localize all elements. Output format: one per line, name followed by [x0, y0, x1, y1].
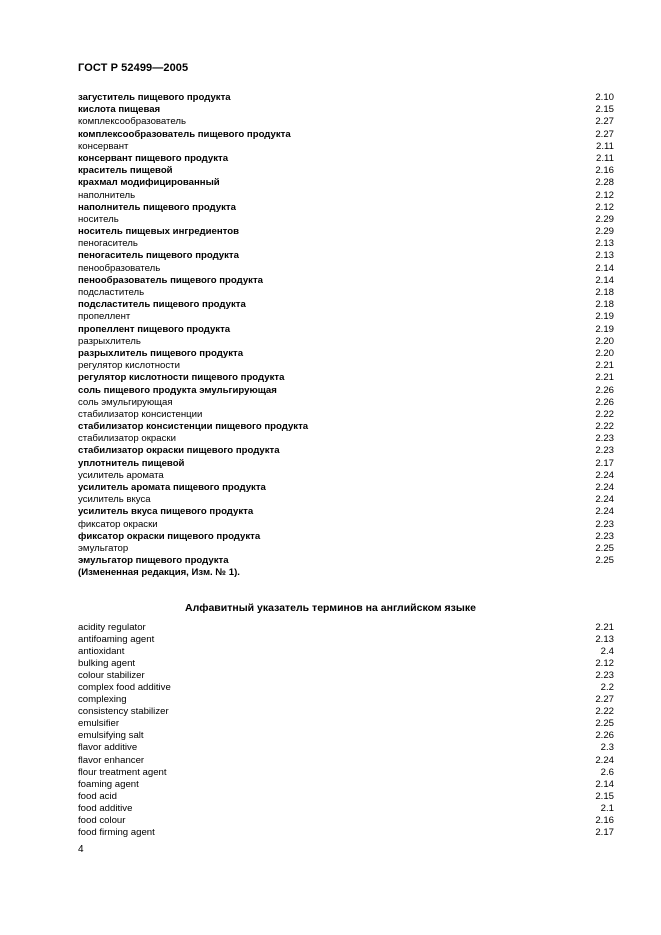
index-reference: 2.26: [595, 730, 614, 742]
index-reference: 2.24: [595, 469, 614, 481]
index-term: пеногаситель пищевого продукта: [78, 250, 239, 262]
index-term: эмульгатор пищевого продукта: [78, 555, 229, 567]
index-entry: [78, 694, 614, 706]
index-term: пропеллент: [78, 311, 131, 323]
index-reference: 2.28: [595, 177, 614, 189]
index-term: complexing: [78, 694, 127, 706]
index-term: разрыхлитель: [78, 335, 141, 347]
index-reference: 2.29: [595, 226, 614, 238]
index-entry: [78, 706, 614, 718]
index-entry: [78, 226, 614, 238]
index-term: пенообразователь пищевого продукта: [78, 274, 263, 286]
index-entry: [78, 372, 614, 384]
index-term: стабилизатор окраски пищевого продукта: [78, 445, 280, 457]
english-index-title: Алфавитный указатель терминов на английском языке: [185, 602, 476, 614]
index-entry: [78, 311, 614, 323]
index-reference: 2.16: [595, 814, 614, 826]
index-entry: [78, 482, 614, 494]
index-reference: 2.11: [596, 140, 614, 152]
index-reference: 2.24: [595, 482, 614, 493]
index-entry: [78, 622, 614, 634]
index-reference: 2.23: [595, 433, 614, 445]
index-reference: 2.2: [600, 682, 614, 694]
index-reference: 2.19: [595, 323, 614, 335]
index-term: усилитель вкуса: [78, 494, 151, 506]
index-entry: [78, 634, 614, 646]
index-entry: [78, 682, 614, 694]
index-reference: 2.21: [595, 360, 614, 372]
index-entry: [78, 177, 614, 189]
index-entry: [78, 397, 614, 409]
index-entry: [78, 385, 614, 397]
index-term: краситель пищевой: [78, 165, 173, 177]
index-term: эмульгатор: [78, 542, 129, 554]
index-reference: 2.27: [595, 128, 614, 140]
index-term: bulking agent: [78, 658, 136, 670]
index-reference: 2.12: [595, 201, 614, 213]
index-term: консервант пищевого продукта: [78, 152, 229, 164]
index-reference: 2.23: [595, 518, 614, 530]
index-term: foaming agent: [78, 778, 139, 790]
index-entry: [78, 791, 614, 803]
index-entry: [78, 519, 614, 531]
index-term: пенообразователь: [78, 262, 161, 274]
index-reference: 2.17: [595, 826, 614, 838]
index-term: food additive: [78, 802, 133, 814]
index-reference: 2.12: [595, 189, 614, 201]
index-term: подсластитель пищевого продукта: [78, 299, 246, 311]
index-term: соль эмульгирующая: [78, 396, 173, 408]
index-entry: [78, 658, 614, 670]
index-term: усилитель аромата пищевого продукта: [78, 482, 266, 493]
index-entry: [78, 190, 614, 202]
index-reference: 2.14: [595, 262, 614, 274]
index-entry: [78, 421, 614, 433]
index-term: acidity regulator: [78, 622, 146, 633]
index-entry: [78, 555, 614, 567]
index-reference: 2.19: [595, 311, 614, 323]
index-entry: [78, 827, 614, 839]
index-term: фиксатор окраски пищевого продукта: [78, 530, 261, 542]
index-term: комплексообразователь: [78, 116, 186, 128]
index-reference: 2.21: [595, 372, 614, 384]
index-entry: [78, 815, 614, 827]
russian-term-index: [78, 92, 614, 580]
index-reference: 2.6: [600, 766, 614, 778]
index-entry: [78, 287, 614, 299]
index-reference: 2.14: [595, 778, 614, 790]
index-entry: [78, 718, 614, 730]
index-reference: 2.26: [595, 384, 614, 396]
index-term: стабилизатор консистенции пищевого продукта: [78, 421, 309, 433]
index-reference: 2.22: [595, 706, 614, 718]
index-term: food colour: [78, 814, 126, 826]
index-entry: [78, 129, 614, 141]
index-reference: 2.22: [595, 408, 614, 420]
index-entry: [78, 803, 614, 815]
index-entry: [78, 324, 614, 336]
index-term: кислота пищевая: [78, 104, 161, 116]
index-term: разрыхлитель пищевого продукта: [78, 347, 244, 359]
index-term: комплексообразователь пищевого продукта: [78, 128, 291, 140]
index-reference: 2.15: [595, 104, 614, 116]
index-reference: 2.13: [595, 634, 614, 646]
index-entry: [78, 336, 614, 348]
index-entry: [78, 153, 614, 165]
index-term: усилитель аромата: [78, 469, 164, 481]
index-term: flour treatment agent: [78, 766, 167, 778]
index-reference: 2.22: [595, 421, 614, 433]
index-entry: [78, 263, 614, 275]
document-header: ГОСТ Р 52499—2005: [78, 62, 189, 74]
index-reference: 2.18: [595, 299, 614, 311]
index-reference: 2.10: [595, 92, 614, 103]
index-term: крахмал модифицированный: [78, 177, 220, 189]
index-reference: 2.25: [595, 718, 614, 730]
index-entry: [78, 742, 614, 754]
index-term: пропеллент пищевого продукта: [78, 323, 231, 335]
index-entry: [78, 275, 614, 287]
index-entry: [78, 360, 614, 372]
index-term: antioxidant: [78, 646, 125, 658]
index-entry: [78, 730, 614, 742]
index-reference: 2.23: [595, 670, 614, 682]
index-reference: 2.24: [595, 506, 614, 518]
index-term: соль пищевого продукта эмульгирующая: [78, 384, 277, 396]
index-term: emulsifier: [78, 718, 120, 730]
index-term: фиксатор окраски: [78, 518, 158, 530]
index-term: emulsifying salt: [78, 730, 144, 742]
index-reference: 2.20: [595, 347, 614, 359]
index-entry: [78, 445, 614, 457]
index-entry: [78, 165, 614, 177]
index-entry: [78, 494, 614, 506]
index-reference: 2.23: [595, 530, 614, 542]
index-reference: 2.29: [595, 213, 614, 225]
index-reference: 2.17: [595, 457, 614, 469]
index-term: flavor additive: [78, 742, 138, 754]
index-term: наполнитель: [78, 189, 136, 201]
index-entry: [78, 543, 614, 555]
index-reference: 2.4: [600, 646, 614, 658]
index-entry: [78, 531, 614, 543]
index-term: стабилизатор окраски: [78, 433, 176, 445]
index-term: носитель: [78, 213, 119, 225]
index-term: наполнитель пищевого продукта: [78, 201, 236, 213]
index-reference: 2.24: [595, 494, 614, 506]
index-reference: 2.27: [595, 694, 614, 706]
index-entry: [78, 470, 614, 482]
index-entry: [78, 202, 614, 214]
index-term: complex food additive: [78, 682, 171, 694]
index-entry: [78, 767, 614, 779]
index-entry: [78, 409, 614, 421]
index-reference: 2.24: [595, 754, 614, 766]
index-term: consistency stabilizer: [78, 706, 169, 718]
index-entry: [78, 214, 614, 226]
index-term: уплотнитель пищевой: [78, 457, 185, 469]
index-entry: [78, 348, 614, 360]
index-reference: 2.16: [595, 165, 614, 177]
index-term: носитель пищевых ингредиентов: [78, 226, 239, 238]
index-entry: [78, 779, 614, 791]
index-entry: [78, 92, 614, 104]
index-reference: 2.1: [600, 802, 614, 814]
index-term: colour stabilizer: [78, 670, 145, 682]
index-reference: 2.18: [595, 287, 614, 298]
index-term: регулятор кислотности: [78, 360, 180, 372]
index-entry: [78, 755, 614, 767]
index-entry: [78, 104, 614, 116]
index-reference: 2.11: [596, 152, 614, 164]
index-term: flavor enhancer: [78, 754, 145, 766]
index-entry: [78, 646, 614, 658]
index-term: усилитель вкуса пищевого продукта: [78, 506, 254, 518]
index-reference: 2.23: [595, 445, 614, 457]
index-reference: 2.25: [595, 555, 614, 567]
index-reference: 2.27: [595, 116, 614, 128]
index-reference: 2.26: [595, 396, 614, 408]
index-entry: [78, 506, 614, 518]
index-entry: [78, 670, 614, 682]
index-reference: 2.20: [595, 335, 614, 347]
index-term: загуститель пищевого продукта: [78, 92, 231, 103]
index-reference: 2.21: [595, 622, 614, 633]
amendment-note: (Измененная редакция, Изм. № 1).: [78, 567, 240, 579]
index-reference: 2.13: [595, 238, 614, 250]
index-entry: [78, 299, 614, 311]
index-term: antifoaming agent: [78, 634, 155, 646]
index-entry: [78, 141, 614, 153]
index-entry: [78, 250, 614, 262]
index-reference: 2.12: [595, 658, 614, 670]
index-reference: 2.3: [600, 742, 614, 754]
index-term: food firming agent: [78, 826, 155, 838]
index-term: регулятор кислотности пищевого продукта: [78, 372, 285, 384]
index-reference: 2.13: [595, 250, 614, 262]
index-term: консервант: [78, 140, 129, 152]
index-term: подсластитель: [78, 287, 145, 298]
index-entry: [78, 458, 614, 470]
index-reference: 2.15: [595, 790, 614, 802]
index-entry: [78, 238, 614, 250]
index-term: стабилизатор консистенции: [78, 408, 203, 420]
index-entry: [78, 433, 614, 445]
index-term: пеногаситель: [78, 238, 138, 250]
english-term-index: [78, 622, 614, 839]
index-entry: [78, 116, 614, 128]
index-term: food acid: [78, 790, 117, 802]
index-reference: 2.14: [595, 274, 614, 286]
index-reference: 2.25: [595, 542, 614, 554]
page-number: 4: [78, 844, 84, 855]
